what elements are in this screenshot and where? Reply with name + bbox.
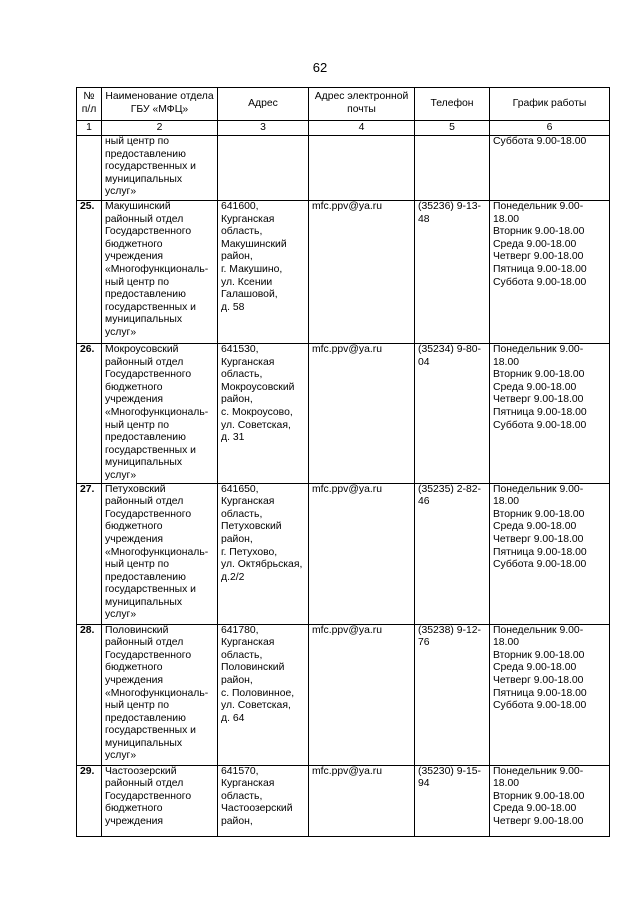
- text-line: г. Макушино,: [221, 263, 283, 275]
- address-cell: [218, 201, 309, 344]
- address-cell: [218, 136, 309, 201]
- text-line: 48: [418, 213, 430, 225]
- text-line: учреждения: [105, 533, 164, 545]
- text-line: предоставлению: [105, 432, 186, 444]
- text-line: муниципальных: [105, 457, 183, 469]
- text-line: 18.00: [493, 356, 520, 368]
- phone-cell: [415, 136, 490, 201]
- text-line: учреждения: [105, 815, 164, 827]
- text-line: Вторник 9.00-18.00: [493, 369, 585, 381]
- text-line: ный центр по: [105, 276, 170, 288]
- header-address: Адрес: [218, 88, 309, 121]
- phone-cell: [415, 624, 490, 765]
- text-line: Суббота 9.00-18.00: [493, 419, 587, 431]
- text-line: 18.00: [493, 778, 520, 790]
- text-line: с. Половинное,: [221, 687, 295, 699]
- address-cell: [218, 765, 309, 836]
- text-line: Четверг 9.00-18.00: [493, 251, 584, 263]
- text-line: Четверг 9.00-18.00: [493, 674, 584, 686]
- text-line: Пятница 9.00-18.00: [493, 406, 587, 418]
- address-cell: [218, 624, 309, 765]
- schedule-cell: [490, 344, 610, 484]
- text-line: государственных и: [105, 301, 196, 313]
- text-line: Понедельник 9.00-: [493, 483, 584, 495]
- column-number: 1: [77, 121, 102, 136]
- text-line: государственных и: [105, 584, 196, 596]
- address-cell: [218, 483, 309, 624]
- text-line: Вторник 9.00-18.00: [493, 226, 585, 238]
- text-line: 46: [418, 496, 430, 508]
- column-number: 4: [309, 121, 415, 136]
- text-line: «Многофункциональ-: [105, 546, 209, 558]
- email-cell: mfc.ppv@ya.ru: [309, 624, 415, 765]
- text-line: Вторник 9.00-18.00: [493, 790, 585, 802]
- row-number-cell: 26.: [77, 344, 102, 484]
- text-line: 76: [418, 637, 430, 649]
- phone-cell: [415, 483, 490, 624]
- text-line: Мокроусовский: [105, 344, 179, 355]
- text-line: Суббота 9.00-18.00: [493, 559, 587, 571]
- table-header-row: [77, 88, 610, 121]
- text-line: Государственного: [105, 508, 192, 520]
- email-cell: mfc.ppv@ya.ru: [309, 483, 415, 624]
- text-line: Четверг 9.00-18.00: [493, 815, 584, 827]
- text-line: 641530,: [221, 344, 259, 355]
- text-line: государственных и: [105, 161, 196, 173]
- text-line: учреждения: [105, 674, 164, 686]
- text-line: Суббота 9.00-18.00: [493, 276, 587, 288]
- text-line: ный центр по: [105, 700, 170, 712]
- column-number: 3: [218, 121, 309, 136]
- text-line: ул. Октябрьская,: [221, 559, 303, 571]
- text-line: районный отдел: [105, 778, 184, 790]
- text-line: Макушинский: [105, 201, 171, 212]
- text-line: Мокроусовский: [221, 381, 295, 393]
- text-line: районный отдел: [105, 637, 184, 649]
- text-line: муниципальных: [105, 737, 183, 749]
- text-line: ный центр по: [105, 559, 170, 571]
- phone-cell: [415, 344, 490, 484]
- text-line: бюджетного: [105, 521, 163, 533]
- table-row: [77, 201, 610, 344]
- text-line: районный отдел: [105, 496, 184, 508]
- table-row: [77, 483, 610, 624]
- text-line: бюджетного: [105, 238, 163, 250]
- row-number-cell: [77, 136, 102, 201]
- text-line: Макушинский: [221, 238, 287, 250]
- table-row: [77, 624, 610, 765]
- text-line: 641570,: [221, 765, 259, 777]
- text-line: услуг»: [105, 186, 137, 198]
- table-row: [77, 765, 610, 836]
- text-line: д.2/2: [221, 571, 245, 583]
- text-line: Среда 9.00-18.00: [493, 521, 577, 533]
- text-line: область,: [221, 790, 263, 802]
- row-number-cell: 29.: [77, 765, 102, 836]
- text-line: Среда 9.00-18.00: [493, 238, 577, 250]
- text-line: 641780,: [221, 624, 259, 636]
- text-line: область,: [221, 649, 263, 661]
- text-line: Суббота 9.00-18.00: [493, 700, 587, 712]
- text-line: Пятница 9.00-18.00: [493, 263, 587, 275]
- text-line: Частоозерский: [221, 803, 293, 815]
- text-line: государственных и: [105, 725, 196, 737]
- phone-cell: [415, 201, 490, 344]
- text-line: область,: [221, 508, 263, 520]
- schedule-cell: [490, 483, 610, 624]
- text-line: Четверг 9.00-18.00: [493, 533, 584, 545]
- text-line: услуг»: [105, 750, 137, 762]
- text-line: услуг»: [105, 326, 137, 338]
- text-line: (35234) 9-80-: [418, 344, 481, 355]
- text-line: Курганская: [221, 356, 275, 368]
- text-line: бюджетного: [105, 803, 163, 815]
- text-line: Государственного: [105, 226, 192, 238]
- email-cell: mfc.ppv@ya.ru: [309, 765, 415, 836]
- text-line: предоставлению: [105, 712, 186, 724]
- text-line: государственных и: [105, 444, 196, 456]
- text-line: д. 58: [221, 301, 245, 313]
- mfc-offices-table: [76, 87, 610, 837]
- text-line: Понедельник 9.00-: [493, 201, 584, 212]
- table-row: [77, 344, 610, 484]
- text-line: «Многофункциональ-: [105, 406, 209, 418]
- text-line: ул. Ксении: [221, 276, 273, 288]
- text-line: Пятница 9.00-18.00: [493, 687, 587, 699]
- text-line: предоставлению: [105, 148, 186, 160]
- address-cell: [218, 344, 309, 484]
- text-line: услуг»: [105, 609, 137, 621]
- text-line: ул. Советская,: [221, 700, 291, 712]
- header-email: Адрес электронной почты: [309, 88, 415, 121]
- email-cell: mfc.ppv@ya.ru: [309, 201, 415, 344]
- text-line: Четверг 9.00-18.00: [493, 394, 584, 406]
- text-line: район,: [221, 533, 253, 545]
- text-line: Среда 9.00-18.00: [493, 381, 577, 393]
- page-number: 62: [312, 60, 328, 75]
- text-line: д. 64: [221, 712, 245, 724]
- text-line: районный отдел: [105, 213, 184, 225]
- text-line: область,: [221, 369, 263, 381]
- header-phone: Телефон: [415, 88, 490, 121]
- name-cell: [102, 624, 218, 765]
- text-line: Вторник 9.00-18.00: [493, 649, 585, 661]
- text-line: 18.00: [493, 496, 520, 508]
- text-line: Курганская: [221, 778, 275, 790]
- row-number-cell: 27.: [77, 483, 102, 624]
- text-line: учреждения: [105, 394, 164, 406]
- name-cell: [102, 765, 218, 836]
- text-line: Государственного: [105, 369, 192, 381]
- text-line: 94: [418, 778, 430, 790]
- text-line: (35238) 9-12-: [418, 624, 481, 636]
- email-cell: mfc.ppv@ya.ru: [309, 344, 415, 484]
- text-line: с. Мокроусово,: [221, 406, 293, 418]
- text-line: (35235) 2-82-: [418, 483, 481, 495]
- text-line: д. 31: [221, 432, 245, 444]
- text-line: район,: [221, 394, 253, 406]
- text-line: Вторник 9.00-18.00: [493, 508, 585, 520]
- header-schedule: График работы: [490, 88, 610, 121]
- text-line: район,: [221, 251, 253, 263]
- text-line: бюджетного: [105, 662, 163, 674]
- text-line: район,: [221, 815, 253, 827]
- text-line: предоставлению: [105, 289, 186, 301]
- text-line: Понедельник 9.00-: [493, 344, 584, 355]
- text-line: Понедельник 9.00-: [493, 765, 584, 777]
- column-number: 5: [415, 121, 490, 136]
- text-line: Галашовой,: [221, 289, 278, 301]
- name-cell: [102, 136, 218, 201]
- text-line: муниципальных: [105, 314, 183, 326]
- text-line: Среда 9.00-18.00: [493, 803, 577, 815]
- text-line: «Многофункциональ-: [105, 687, 209, 699]
- text-line: область,: [221, 226, 263, 238]
- text-line: Курганская: [221, 637, 275, 649]
- text-line: ный центр по: [105, 419, 170, 431]
- text-line: «Многофункциональ-: [105, 263, 209, 275]
- text-line: Курганская: [221, 213, 275, 225]
- text-line: ный центр по: [105, 136, 170, 147]
- row-number-cell: 25.: [77, 201, 102, 344]
- text-line: 18.00: [493, 637, 520, 649]
- text-line: 18.00: [493, 213, 520, 225]
- name-cell: [102, 201, 218, 344]
- text-line: Суббота 9.00-18.00: [493, 136, 587, 147]
- text-line: бюджетного: [105, 381, 163, 393]
- text-line: Понедельник 9.00-: [493, 624, 584, 636]
- text-line: услуг»: [105, 469, 137, 481]
- text-line: районный отдел: [105, 356, 184, 368]
- schedule-cell: [490, 765, 610, 836]
- text-line: Петуховский: [105, 483, 166, 495]
- row-number-cell: 28.: [77, 624, 102, 765]
- header-name: Наименование отдела ГБУ «МФЦ»: [102, 88, 218, 121]
- text-line: 641650,: [221, 483, 259, 495]
- text-line: Половинский: [105, 624, 169, 636]
- schedule-cell: [490, 624, 610, 765]
- text-line: (35236) 9-13-: [418, 201, 481, 212]
- text-line: Курганская: [221, 496, 275, 508]
- schedule-cell: [490, 136, 610, 201]
- text-line: Половинский: [221, 662, 285, 674]
- phone-cell: [415, 765, 490, 836]
- name-cell: [102, 344, 218, 484]
- text-line: Частоозерский: [105, 765, 177, 777]
- text-line: Государственного: [105, 649, 192, 661]
- text-line: муниципальных: [105, 173, 183, 185]
- header-num: № п/л: [77, 88, 102, 121]
- text-line: 641600,: [221, 201, 259, 212]
- column-number: 6: [490, 121, 610, 136]
- column-number: 2: [102, 121, 218, 136]
- schedule-cell: [490, 201, 610, 344]
- continuation-row: [77, 136, 610, 201]
- column-number-row: [77, 121, 610, 136]
- text-line: предоставлению: [105, 571, 186, 583]
- text-line: 04: [418, 356, 430, 368]
- text-line: район,: [221, 674, 253, 686]
- text-line: г. Петухово,: [221, 546, 278, 558]
- text-line: Среда 9.00-18.00: [493, 662, 577, 674]
- text-line: учреждения: [105, 251, 164, 263]
- email-cell: [309, 136, 415, 201]
- text-line: (35230) 9-15-: [418, 765, 481, 777]
- text-line: муниципальных: [105, 596, 183, 608]
- text-line: ул. Советская,: [221, 419, 291, 431]
- text-line: Государственного: [105, 790, 192, 802]
- name-cell: [102, 483, 218, 624]
- text-line: Петуховский: [221, 521, 282, 533]
- text-line: Пятница 9.00-18.00: [493, 546, 587, 558]
